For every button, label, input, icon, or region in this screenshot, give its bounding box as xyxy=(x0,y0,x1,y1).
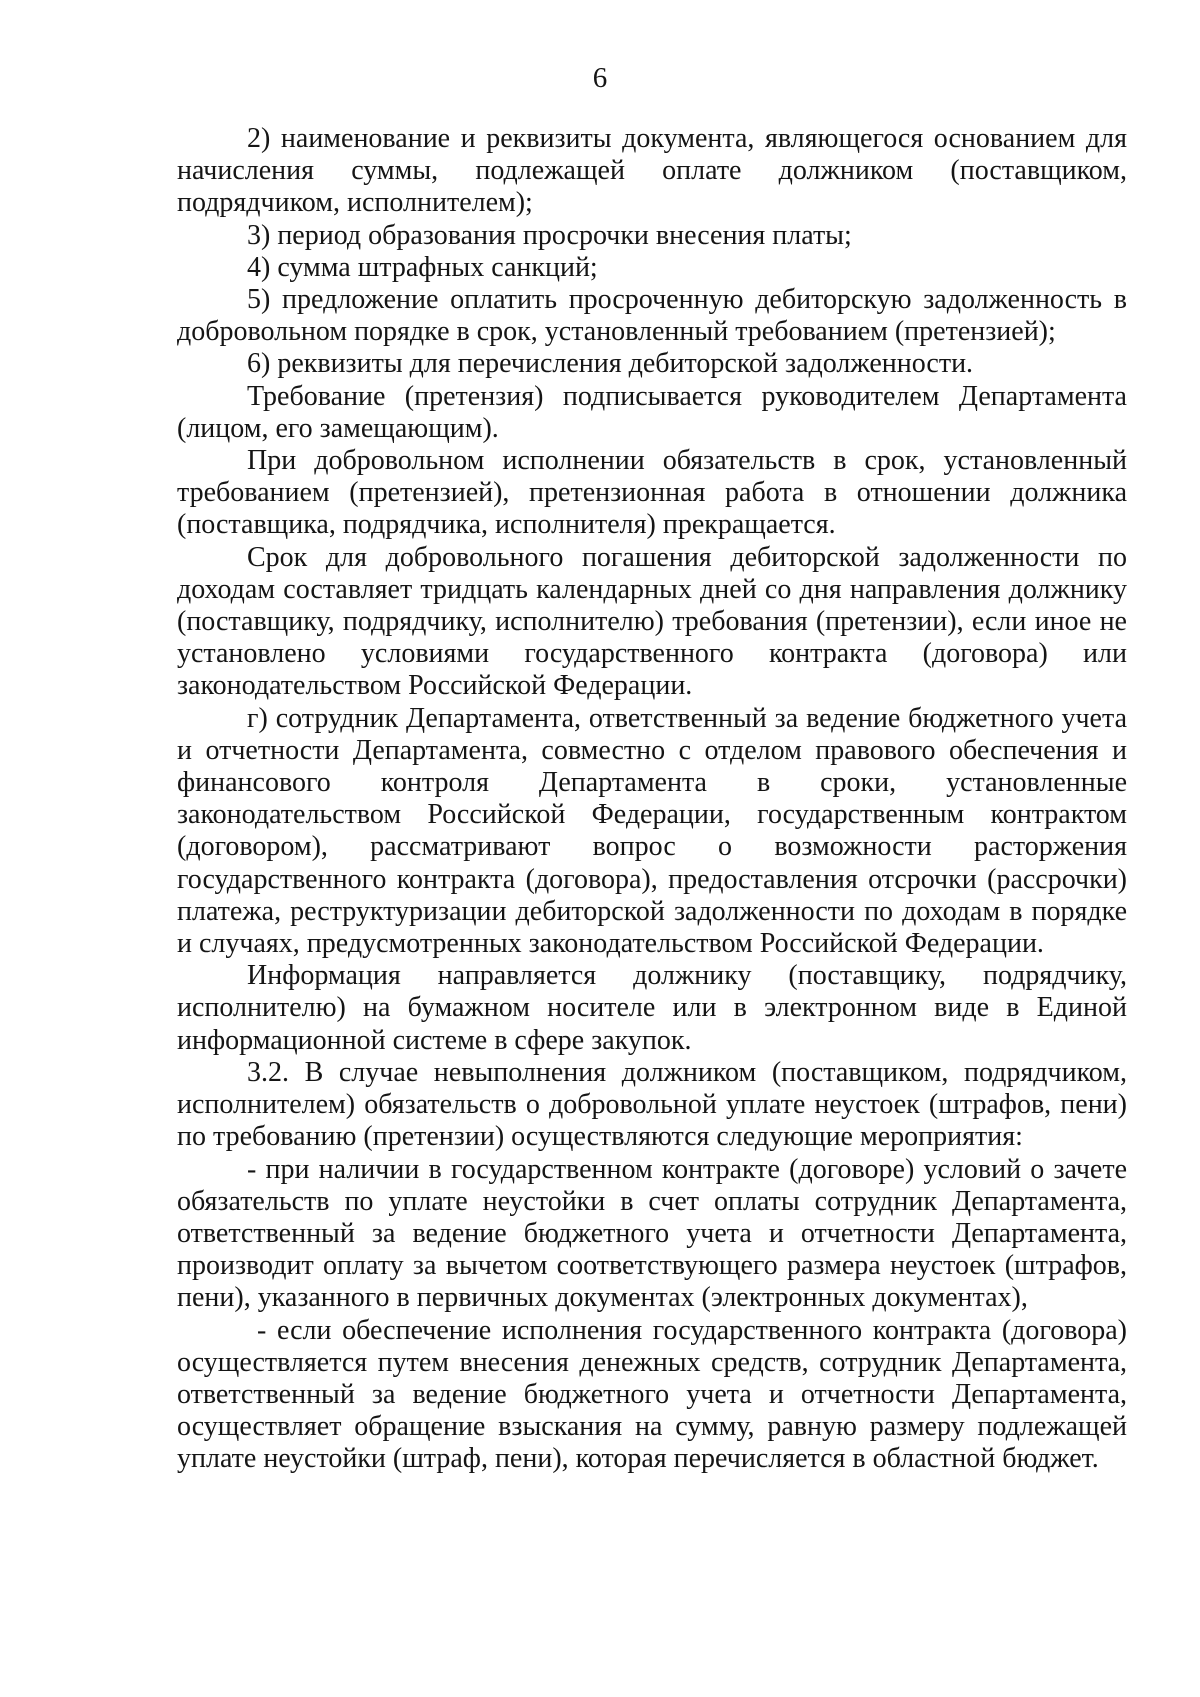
paragraph-item-4: 4) сумма штрафных санкций; xyxy=(247,251,598,283)
paragraph-section-3-2: 3.2. В случае невыполнения должником (поставщиком, подрядчиком, исполнителем) обязательств о добровольной уплате неустоек (штрафов, пени) по требованию (претензии) осуществляются следующие мероприятия: xyxy=(177,1056,1127,1153)
document-body xyxy=(177,123,1127,1476)
paragraph-signature-rule: Требование (претензия) подписывается руководителем Департамента (лицом, его замещающим). xyxy=(177,380,1127,444)
paragraph-subitem-g: г) сотрудник Департамента, ответственный за ведение бюджетного учета и отчетности Департамента, совместно с отделом правового обеспечения и финансового контроля Департамента в сроки, установленные законодательством Российской Федерации, государственным контрактом (договором), рассматривают вопрос о возможности расторжения государственного контракта (договора), предоставления отсрочки (рассрочки) платежа, реструктуризации дебиторской задолженности по доходам в порядке и случаях, предусмотренных законодательством Российской Федерации. xyxy=(177,702,1127,960)
paragraph-dash-offset: - при наличии в государственном контракте (договоре) условий о зачете обязательств по уплате неустойки в счет оплаты сотрудник Департамента, ответственный за ведение бюджетного учета и отчетности Департамента, производит оплату за вычетом соответствующего размера неустоек (штрафов, пени), указанного в первичных документах (электронных документах), xyxy=(177,1153,1127,1314)
paragraph-information-sending: Информация направляется должнику (поставщику, подрядчику, исполнителю) на бумажном носителе или в электронном виде в Единой информационной системе в сфере закупок. xyxy=(177,960,1127,1056)
paragraph-item-3: 3) период образования просрочки внесения платы; xyxy=(247,219,852,251)
paragraph-dash-security: - если обеспечение исполнения государственного контракта (договора) осуществляется путем внесения денежных средств, сотрудник Департамента, ответственный за ведение бюджетного учета и отчетности Департамента, осуществляет обращение взыскания на сумму, равную размеру подлежащей уплате неустойки (штраф, пени), которая перечисляется в областной бюджет. xyxy=(177,1314,1127,1475)
page-number: 6 xyxy=(592,62,608,94)
paragraph-repayment-term: Срок для добровольного погашения дебиторской задолженности по доходам составляет тридцать календарных дней со дня направления должнику (поставщику, подрядчику, исполнителю) требования (претензии), если иное не установлено условиями государственного контракта (договора) или законодательством Российской Федерации. xyxy=(177,541,1127,702)
paragraph-voluntary-fulfillment: При добровольном исполнении обязательств в срок, установленный требованием (претензией), претензионная работа в отношении должника (поставщика, подрядчика, исполнителя) прекращается. xyxy=(177,445,1127,541)
paragraph-item-5: 5) предложение оплатить просроченную дебиторскую задолженность в добровольном порядке в срок, установленный требованием (претензией); xyxy=(177,284,1127,348)
paragraph-item-2: 2) наименование и реквизиты документа, являющегося основанием для начисления суммы, подлежащей оплате должником (поставщиком, подрядчиком, исполнителем); xyxy=(177,123,1127,219)
paragraph-item-6: 6) реквизиты для перечисления дебиторской задолженности. xyxy=(247,348,974,380)
